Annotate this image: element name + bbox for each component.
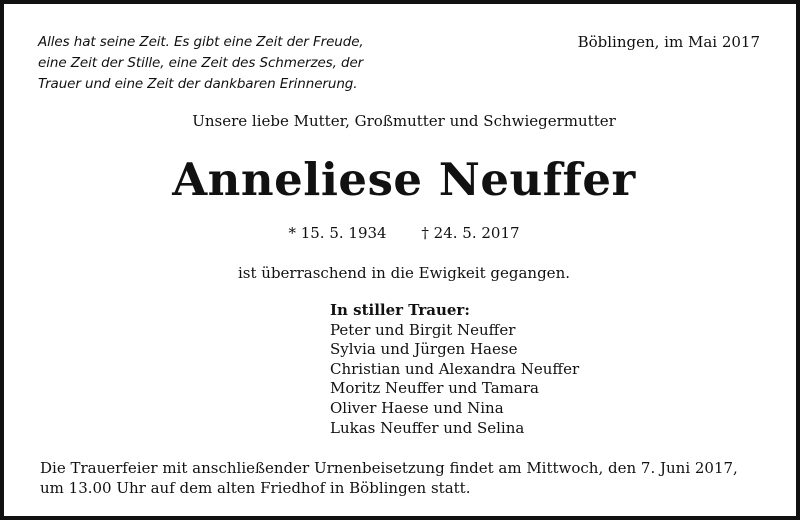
mourner-name: Lukas Neuffer und Selina xyxy=(330,418,525,437)
quote-line: Trauer und eine Zeit der dankbaren Erinnerung. xyxy=(38,76,358,92)
mourner-name: Christian und Alexandra Neuffer xyxy=(330,359,580,378)
birth-date: * 15. 5. 1934 xyxy=(288,224,387,242)
passing-message: ist überraschend in die Ewigkeit gegangen. xyxy=(238,264,570,282)
deceased-name: Anneliese Neuffer xyxy=(172,153,636,206)
mourners-list xyxy=(330,301,579,438)
place-date: Böblingen, im Mai 2017 xyxy=(577,33,760,51)
ceremony-line: um 13.00 Uhr auf dem alten Friedhof in Böblingen statt. xyxy=(40,479,471,497)
mourner-name: Sylvia und Jürgen Haese xyxy=(330,340,518,359)
ceremony-info xyxy=(40,458,780,498)
ceremony-line: Die Trauerfeier mit anschließender Urnenbeisetzung findet am Mittwoch, den 7. Juni 2017, xyxy=(40,459,738,477)
life-dates xyxy=(4,222,800,244)
mourner-name: Oliver Haese und Nina xyxy=(330,398,504,417)
quote-line: Alles hat seine Zeit. Es gibt eine Zeit der Freude, xyxy=(38,34,364,50)
mourner-name: Peter und Birgit Neuffer xyxy=(330,320,516,339)
mourner-name: Moritz Neuffer und Tamara xyxy=(330,379,539,398)
quote-line: eine Zeit der Stille, eine Zeit des Schmerzes, der xyxy=(38,55,364,71)
intro-text: Unsere liebe Mutter, Großmutter und Schwiegermutter xyxy=(192,112,616,130)
quote-block xyxy=(38,32,398,95)
death-date: † 24. 5. 2017 xyxy=(421,224,520,242)
mourners-heading: In stiller Trauer: xyxy=(330,301,470,319)
